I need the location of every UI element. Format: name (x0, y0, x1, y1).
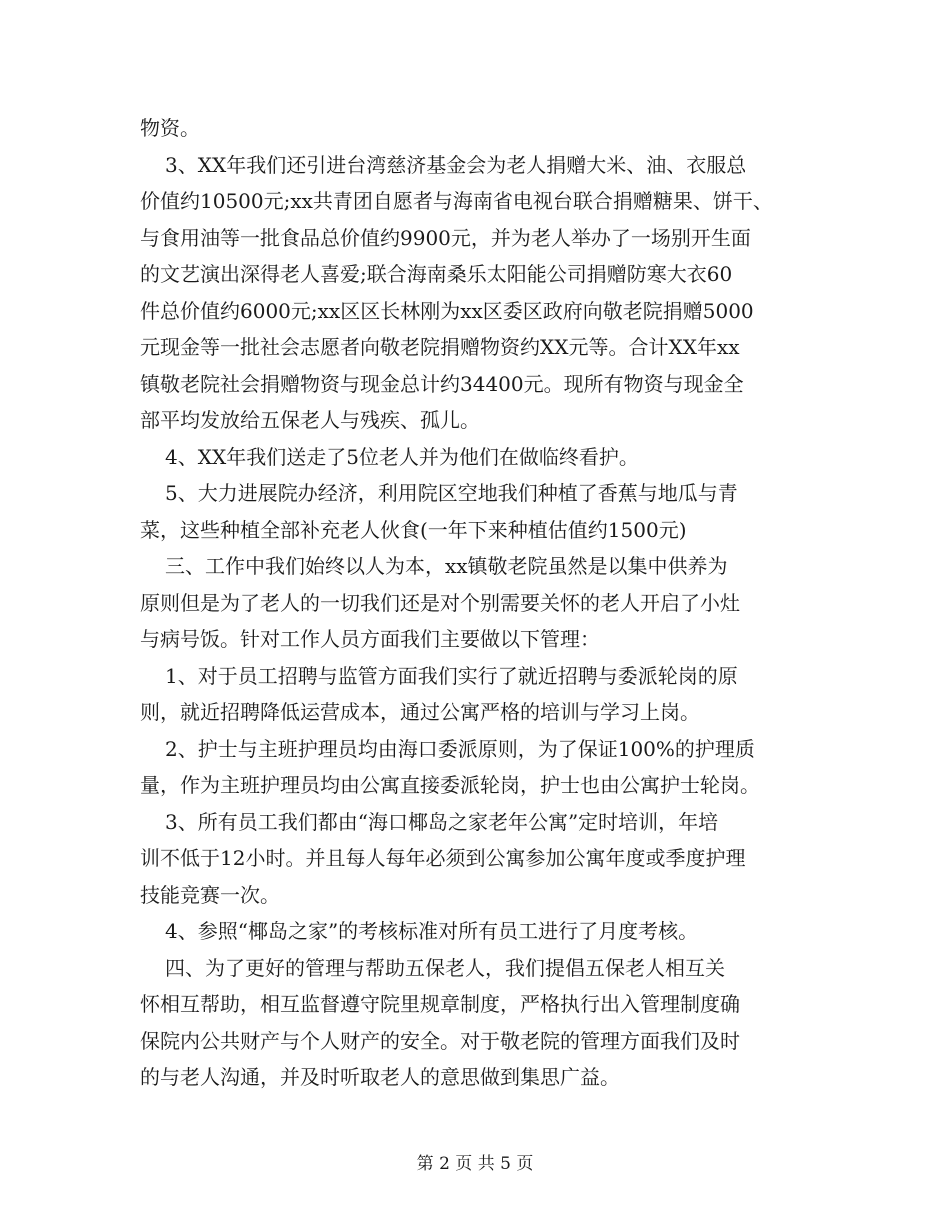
text-line: 3、XX年我们还引进台湾慈济基金会为老人捐赠大米、油、衣服总 (165, 152, 747, 177)
text-line: 与病号饭。针对工作人员方面我们主要做以下管理： (140, 627, 600, 651)
text-line: 原则但是为了老人的一切我们还是对个别需要关怀的老人开启了小灶 (140, 590, 740, 615)
text-line: 菜，这些种植全部补充老人伙食(一年下来种植估值约1500元) (140, 517, 687, 542)
text-line: 元现金等一批社会志愿者向敬老院捐赠物资约XX元等。合计XX年xx (140, 335, 740, 359)
text-line: 2、护士与主班护理员均由海口委派原则，为了保证100%的护理质 (165, 736, 755, 761)
text-line: 的文艺演出深得老人喜爱;联合海南桑乐太阳能公司捐赠防寒大衣60 (140, 262, 733, 286)
text-line: 保院内公共财产与个人财产的安全。对于敬老院的管理方面我们及时 (140, 1028, 740, 1053)
text-line: 1、对于员工招聘与监管方面我们实行了就近招聘与委派轮岗的原 (165, 663, 738, 688)
text-line: 4、XX年我们送走了5位老人并为他们在做临终看护。 (165, 444, 639, 469)
text-line: 件总价值约6000元;xx区区长林刚为xx区委区政府向敬老院捐赠5000 (140, 298, 754, 323)
text-line: 量，作为主班护理员均由公寓直接委派轮岗，护士也由公寓护士轮岗。 (140, 773, 760, 797)
document-body (140, 110, 830, 1096)
text-line: 四、为了更好的管理与帮助五保老人，我们提倡五保老人相互关 (165, 955, 725, 980)
text-line: 训不低于12小时。并且每人每年必须到公寓参加公寓年度或季度护理 (140, 846, 746, 870)
text-line: 部平均发放给五保老人与残疾、孤儿。 (140, 408, 480, 432)
text-line: 三、工作中我们始终以人为本，xx镇敬老院虽然是以集中供养为 (165, 554, 728, 578)
text-line: 价值约10500元;xx共青团自愿者与海南省电视台联合捐赠糖果、饼干、 (140, 189, 773, 213)
text-line: 镇敬老院社会捐赠物资与现金总计约34400元。现所有物资与现金全 (140, 371, 744, 396)
text-line: 3、所有员工我们都由“海口椰岛之家老年公寓”定时培训，年培 (165, 809, 719, 834)
text-line: 的与老人沟通，并及时听取老人的意思做到集思广益。 (140, 1065, 620, 1089)
text-line: 4、参照“椰岛之家”的考核标准对所有员工进行了月度考核。 (165, 919, 699, 943)
page-footer: 第 2 页 共 5 页 (416, 1154, 534, 1174)
text-line: 5、大力进展院办经济，利用院区空地我们种植了香蕉与地瓜与青 (165, 481, 738, 505)
text-line: 物资。 (140, 116, 200, 140)
text-line: 怀相互帮助，相互监督遵守院里规章制度，严格执行出入管理制度确 (140, 992, 740, 1016)
text-line: 与食用油等一批食品总价值约9900元，并为老人举办了一场别开生面 (140, 225, 751, 250)
text-line: 技能竞赛一次。 (140, 882, 280, 907)
text-line: 则，就近招聘降低运营成本，通过公寓严格的培训与学习上岗。 (140, 700, 700, 724)
